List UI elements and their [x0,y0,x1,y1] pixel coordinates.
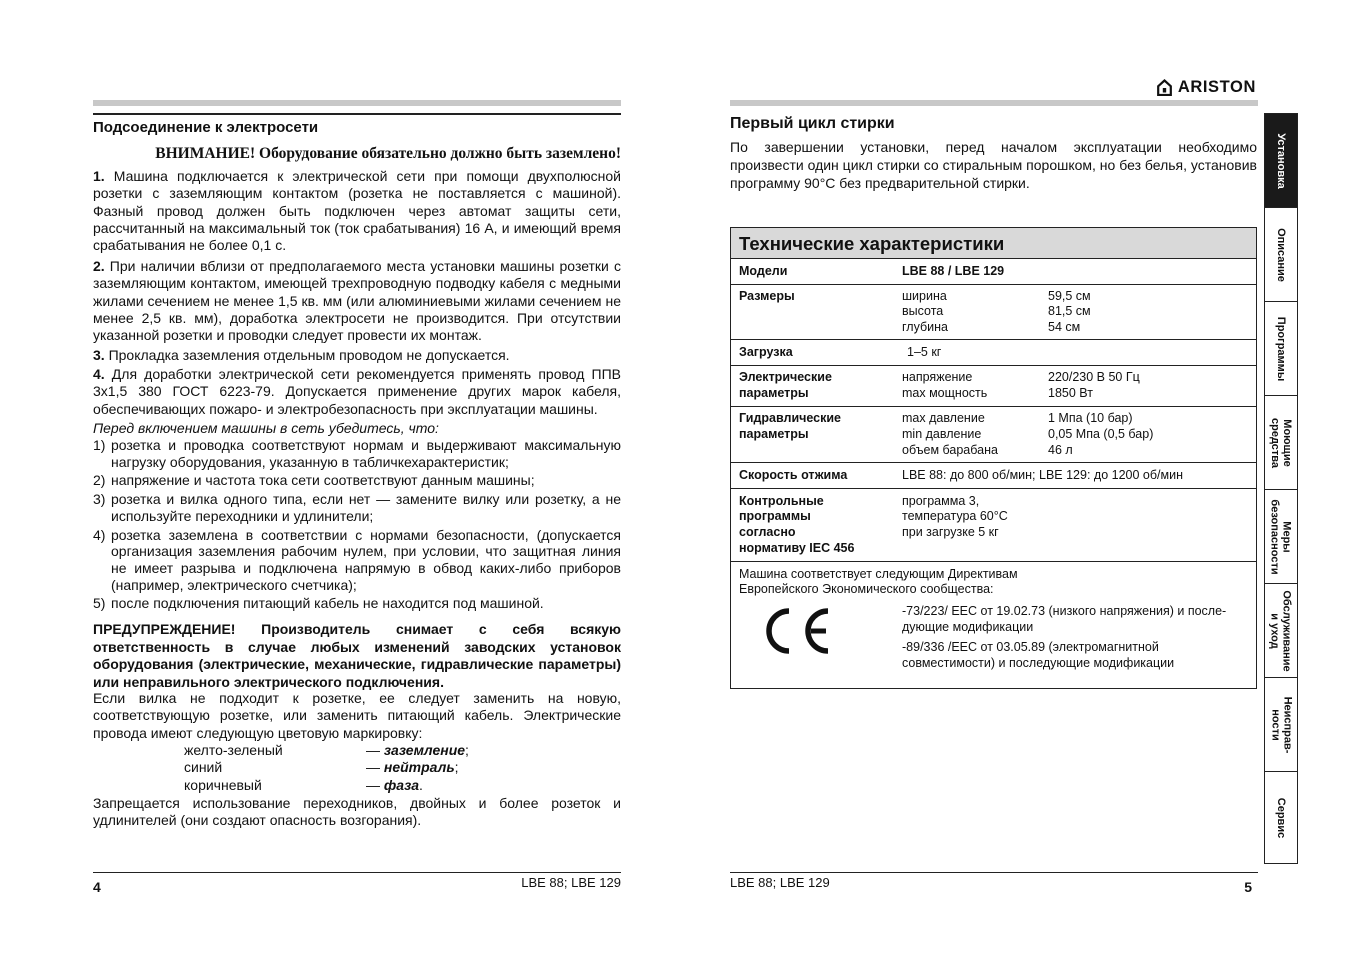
table-row: Электрические параметры напряжение max мощность 220/230 В 50 Гц 1850 Вт [731,366,1256,407]
check-intro: Перед включением машины в сеть убедитесь, что: [93,420,439,436]
table-row: Скорость отжима LBE 88: до 800 об/мин; LBE 129: до 1200 об/мин [731,463,1256,489]
footer-model: LBE 88; LBE 129 [521,875,621,890]
tab-maintenance[interactable]: Обслуживание и уход [1265,584,1297,678]
page-number: 5 [1244,879,1252,895]
table-row: Машина соответствует следующим Директивам Европейского Экономического сообщества: -73/223/ EEC от 19.02.73 (низкого напряжения) и после- дующие модификации -89/336 /EEC от 03.05.89 (электромагнитной совместимости) и последующие модификации [739,567,1227,670]
list-item: 4) розетка заземлена в соответствии с нормами безопасности, (допускается организация заземления рабочим нулем, при условии, что защитная линия не имеет разрыва и подключена напрямую в обвод каких-либо приборов (например, электрического счетчика); [93,526,621,593]
tab-detergents[interactable]: Моющие средства [1265,396,1297,490]
right-page [730,0,1258,954]
list-item: 3) розетка и вилка одного типа, если нет — замените вилку или розетку, а не используйте переходники и удлинители; [93,491,621,524]
tab-programs[interactable]: Программы [1265,302,1297,396]
table-row: Модели LBE 88 / LBE 129 [731,259,1256,285]
grounding-warning: ВНИМАНИЕ! Оборудование обязательно должно быть заземлено! [155,145,621,162]
first-wash-text: По завершении установки, перед началом эксплуатации необходимо произвести один цикл стирки со стиральным порошком, но без белья, установив программу 90°C без предварительной стирки. [730,139,1257,191]
paragraph-3: 3. Прокладка заземления отдельным проводом не допускается. [93,347,510,363]
list-item: 1) розетка и проводка соответствуют нормам и выдерживают максимальную нагрузку оборудования, указанную в табличкехарактеристик; [93,437,621,470]
section-title: Подсоединение к электросети [93,119,319,136]
brand-logo [1157,78,1256,97]
table-title: Технические характеристики [731,228,1256,259]
header-rule [730,100,1258,106]
table-row: Загрузка 1–5 кг [731,340,1256,366]
final-paragraph: Запрещается использование переходников, двойных и более розеток и удлинителей (они создают опасность возгорания). [93,795,621,829]
list-item: 2) напряжение и частота тока сети соответствуют данным машины; [93,472,535,489]
footer-model: LBE 88; LBE 129 [730,875,830,890]
section-rule [93,113,621,115]
manufacturer-caution: ПРЕДУПРЕЖДЕНИЕ! Производитель снимает с себя всякую ответственность в случае любых изменений заводских установок оборудования (электрические, механические, гидравлические параметры) или неправильного электрического подключения. [93,621,621,690]
page-number: 4 [93,879,101,895]
tab-service[interactable]: Сервис [1275,797,1287,839]
tab-installation[interactable]: Установка [1265,114,1297,208]
footer-rule [93,872,621,873]
paragraph-4: 4. Для доработки электрической сети рекомендуется применять провод ППВ 3х1,5 380 ГОСТ 6223-79. Допускается применение других марок кабеля, обеспечивающих пожаро- и электробезопасность при эксплуатации машины. [93,366,621,417]
table-row: Контрольные программы согласно нормативу IEC 456 программа 3, температура 60°C при загрузке 5 кг [731,489,1256,562]
header-rule [93,100,621,106]
section-tabs [1264,113,1298,864]
list-item: 5) после подключения питающий кабель не находится под машиной. [93,595,544,612]
tab-safety[interactable]: Меры безопасности [1265,490,1297,584]
paragraph-1: 1. Машина подключается к электрической сети при помощи двухполюсной розетки с заземляющим контактом (розетка не поставляется с машиной). Фазный провод должен быть подключен через автомат защиты сети, рассчитанный на максимальный ток (ток срабатывания) 16 А, и имеющий время срабатывания не более 0,1 с. [93,168,621,254]
table-row: Гидравлические параметры max давление min давление объем барабана 1 Мпа (10 бар) 0,05 Мпа (0,5 бар) 46 л [731,407,1256,463]
left-page: Подсоединение к электросети ВНИМАНИЕ! Оборудование обязательно должно быть заземлено! 1. Машина подключается к электрической сети при помощи двухполюсной розетки с заземляющим контактом (розетка не поставляется с машиной). Фазный провод должен быть подключен через автомат защиты сети, рассчитанный на максимальный ток (ток срабатывания) 16 А, и имеющий время срабатывания не более 0,1 с. 2. При наличии вблизи от предполагаемого места установки машины розетки с заземляющим контактом, имеющей трехпроводную подводку кабеля с медными жилами сечением не менее 1,5 кв. мм (или алюминиевыми жилами сечением не менее 2,5 кв. мм), доработка электросети не производится. При отсутствии указанной розетки и проводки следует провести их монтаж. 3. Прокладка заземления отдельным проводом не допускается. 4. Для доработки электрической сети рекомендуется применять провод ППВ 3х1,5 380 ГОСТ 6223-79. Допускается применение других марок кабеля, обеспечивающих пожаро- и электробезопасность при эксплуатации машины. Перед включением машины в сеть убедитесь, что: 1) розетка и проводка соответствуют нормам и выдерживают максимальную нагрузку оборудования, указанную в табличкехарактеристик; 2) напряжение и частота тока сети соответствуют данным машины; 3) розетка и вилка одного типа, если нет — замените вилку или розетку, а не используйте переходники и удлинители; 4) розетка заземлена в соответствии с нормами безопасности, (допускается организация заземления рабочим нулем, при условии, что защитная линия не имеет разрыва и подключена напрямую в обвод каких-либо приборов (например, электрического счетчика); 5) после подключения питающий кабель не находится под машиной. ПРЕДУПРЕЖДЕНИЕ! Производитель снимает с себя всякую ответственность в случае любых изменений заводских установок оборудования (электрические, механические, гидравлические параметры) или неправильного электрического подключения. Если вилка не подходит к розетке, ее следует заменить на новую, соответствующую розетке, или заменить питающий кабель. Электрические провода имеют следующую цветовую маркировку: желто-зеленый — заземление; синий — нейтраль; коричневый — фаза. Запрещается использование переходников, двойных и более розеток и удлинителей (они создают опасность возгорания). 4 LBE 88; LBE 129 [93,0,621,954]
section-title: Первый цикл стирки [730,115,895,132]
check-list [93,437,621,614]
tab-troubleshooting[interactable]: Неисправ- ности [1265,678,1297,772]
house-icon [1157,79,1172,96]
footer-rule [730,872,1258,873]
paragraph-2: 2. При наличии вблизи от предполагаемого места установки машины розетки с заземляющим контактом, имеющей трехпроводную подводку кабеля с медными жилами сечением не менее 1,5 кв. мм (или алюминиевыми жилами сечением не менее 2,5 кв. мм), доработка электросети не производится. При отсутствии указанной розетки и проводки следует провести их монтаж. [93,258,621,344]
brand-name: ARISTON [1177,78,1256,96]
table-row: Размеры ширина высота глубина 59,5 см 81,5 см 54 см [731,285,1256,340]
ce-mark-icon [758,606,832,656]
tab-description[interactable]: Описание [1265,208,1297,302]
plug-paragraph: Если вилка не подходит к розетке, ее следует заменить на новую, соответствующую розетке, или заменить питающий кабель. Электрические провода имеют следующую цветовую маркировку: [93,690,621,741]
spec-table [730,227,1257,689]
